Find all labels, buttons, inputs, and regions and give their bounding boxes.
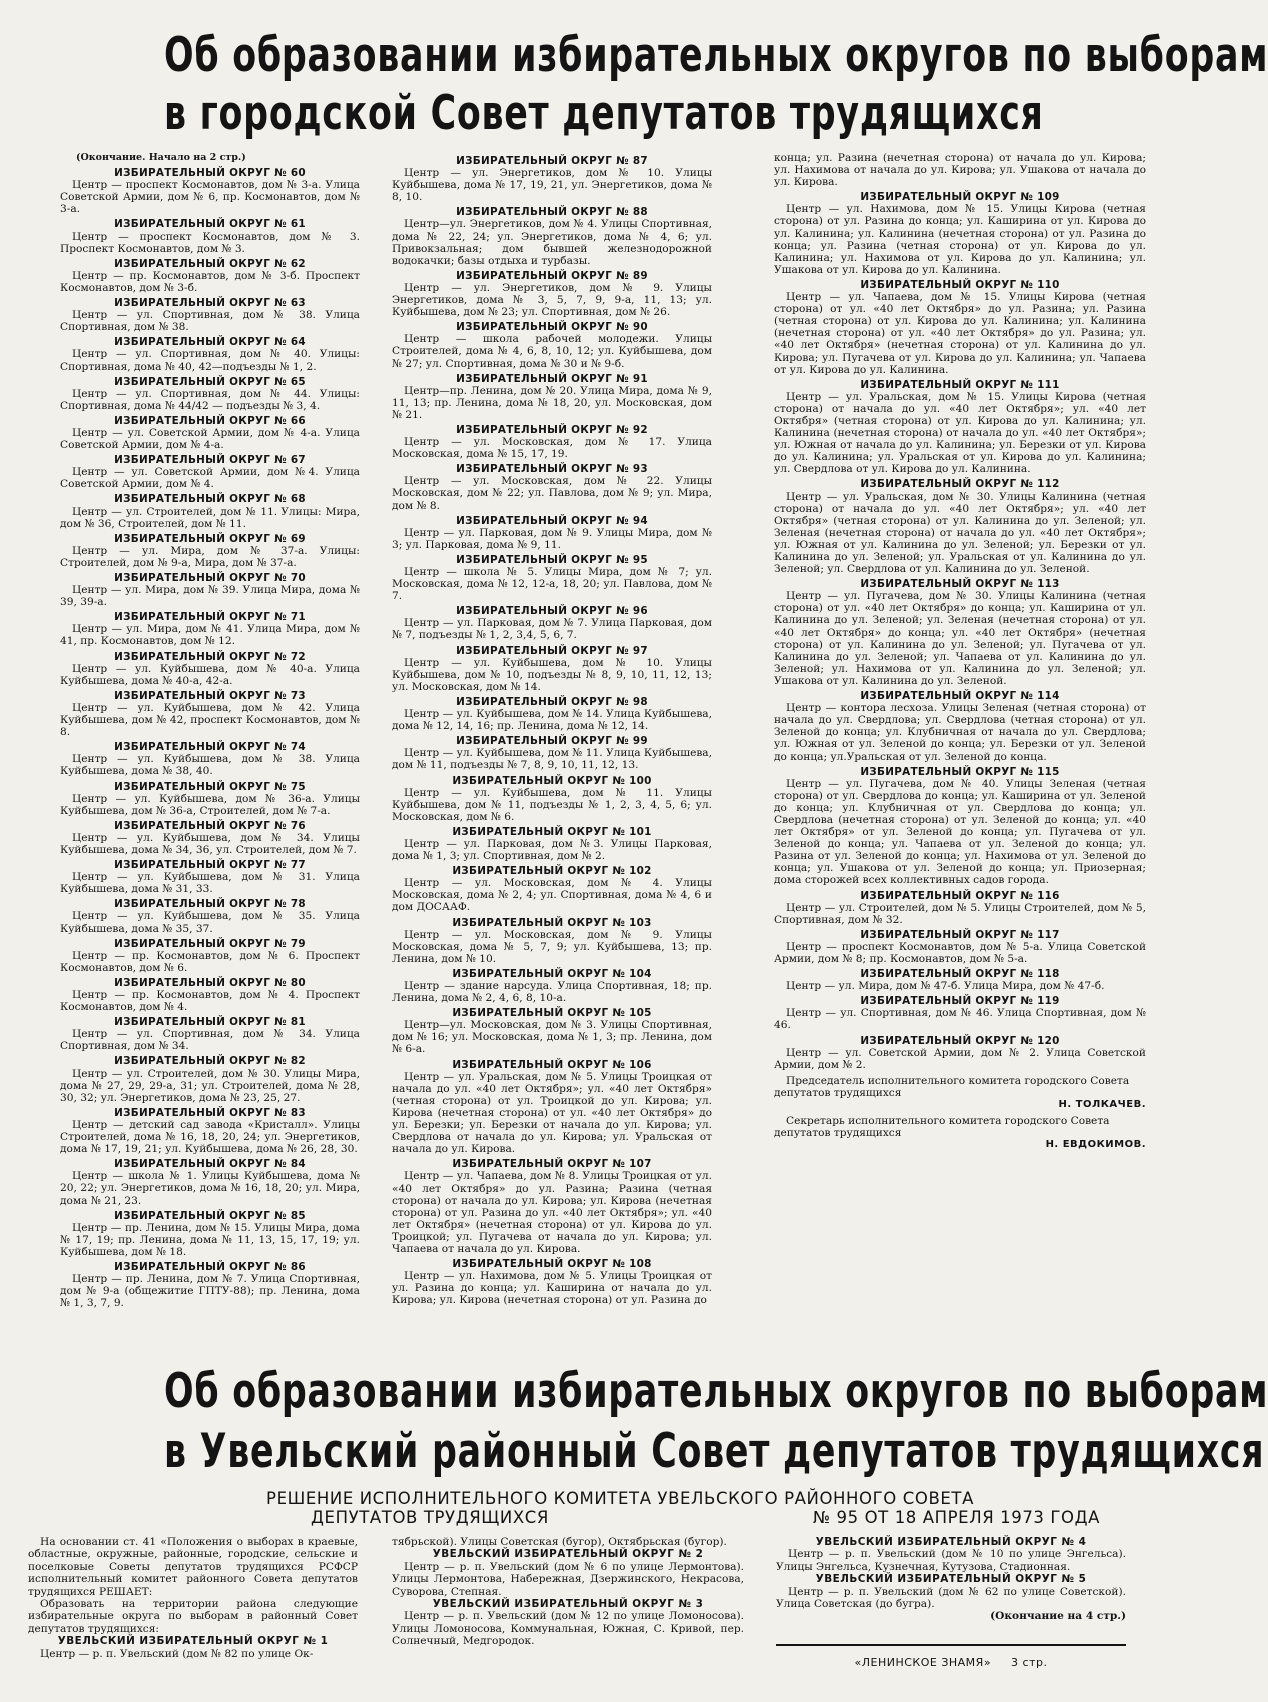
okrug-title: ИЗБИРАТЕЛЬНЫЙ ОКРУГ № 114 [860, 690, 1060, 703]
signature-title-secretary: Секретарь исполнительного комитета городского Совета депутатов трудящихся [774, 1115, 1110, 1140]
okrug-title: ИЗБИРАТЕЛЬНЫЙ ОКРУГ № 64 [114, 336, 306, 349]
okrug-text: Центр — ул. Спортивная, дом № 44. Улицы: Спортивная, дома № 44/42 — подъезды № 3, 4. [60, 387, 360, 412]
okrug-text: Центр — ул. Московская, дом № 4. Улицы Московская, дома № 2, 4; ул. Спортивная, дома № 4, 6 и дом ДОСААФ. [392, 877, 712, 914]
okrug-title: ИЗБИРАТЕЛЬНЫЙ ОКРУГ № 82 [114, 1055, 306, 1068]
okrug-text: Центр — проспект Космонавтов, дом № 3. Проспект Космонавтов, дом № 3. [60, 230, 360, 255]
okrug-text: Центр — ул. Парковая, дом № 9. Улицы Мира, дом № 3; ул. Парковая, дома № 9, 11. [392, 526, 712, 551]
okrug-title: ИЗБИРАТЕЛЬНЫЙ ОКРУГ № 100 [452, 774, 652, 787]
okrug-title: ИЗБИРАТЕЛЬНЫЙ ОКРУГ № 103 [452, 916, 652, 929]
okrug-text: Центр — ул. Куйбышева, дом № 31. Улица Куйбышева, дома № 31, 33. [60, 871, 360, 896]
continued-text: тябрьской). Улицы Советская (бугор), Октябрьская (бугор). [392, 1536, 727, 1548]
okrug-title: ИЗБИРАТЕЛЬНЫЙ ОКРУГ № 85 [114, 1209, 306, 1222]
okrug-title: ИЗБИРАТЕЛЬНЫЙ ОКРУГ № 96 [456, 605, 648, 618]
okrug-title: ИЗБИРАТЕЛЬНЫЙ ОКРУГ № 60 [114, 167, 306, 180]
okrug-title: ИЗБИРАТЕЛЬНЫЙ ОКРУГ № 63 [114, 297, 306, 310]
okrug-title: ИЗБИРАТЕЛЬНЫЙ ОКРУГ № 78 [114, 898, 306, 911]
okrug-text: Центр — детский сад завода «Кристалл». Улицы Строителей, дома № 16, 18, 20, 24; ул. Энергетиков, дома № 17, 19, 21; ул. Куйбышева, дома № 26, 28, 30. [60, 1118, 360, 1156]
okrug-text: Центр — ул. Московская, дом № 22. Улицы Московская, дом № 22; ул. Павлова, дом № 9; ул. Мира, дом № 8. [392, 475, 712, 512]
okrug-text: Центр — контора лесхоза. Улицы Зеленая (четная сторона) от начала до ул. Свердлова; ул. Свердлова (четная сторона) от ул. Зеленой до конца; ул. Клубничная от начала до ул. Свердлова; ул. Южная от ул. Зеленой до конца; ул. Березки от ул. Зеленой до конца; ул.Уральская от ул. Зеленой до конца. [774, 702, 1146, 763]
okrug-text: Центр — ул. Куйбышева, дом № 38. Улица Куйбышева, дома № 38, 40. [60, 753, 360, 778]
okrug-text: Центр—пр. Ленина, дом № 20. Улица Мира, дома № 9, 11, 13; пр. Ленина, дома № 18, 20, ул. Московская, дом № 21. [392, 384, 712, 421]
okrug-title: ИЗБИРАТЕЛЬНЫЙ ОКРУГ № 110 [860, 278, 1060, 291]
okrug-title: ИЗБИРАТЕЛЬНЫЙ ОКРУГ № 68 [114, 493, 306, 506]
preamble-2: Образовать на территории района следующие избирательные округа по выборам в районный Совет депутатов трудящихся: [28, 1598, 358, 1635]
bottom-column-1 [28, 1536, 358, 1702]
okrug-title: ИЗБИРАТЕЛЬНЫЙ ОКРУГ № 91 [456, 372, 648, 385]
newspaper-name: «ЛЕНИНСКОЕ ЗНАМЯ» [854, 1656, 992, 1669]
okrug-text: Центр — ул. Советской Армии, дом № 4-а. Улица Советской Армии, дом № 4-а. [60, 426, 360, 452]
okrug-text: Центр — школа № 1. Улицы Куйбышева, дома № 20, 22; ул. Энергетиков, дома № 16, 18, 20; ул. Мира, дома № 21, 23. [60, 1170, 360, 1207]
okrug-text: Центр — ул. Советской Армии, дом № 2. Улица Советской Армии, дом № 2. [774, 1046, 1146, 1071]
okrug-text: Центр — ул. Куйбышева, дом № 10. Улицы Куйбышева, дом № 10, подъезды № 8, 9, 10, 11, 12, 13; ул. Московская, дом № 14. [392, 656, 712, 693]
okrug-title: ИЗБИРАТЕЛЬНЫЙ ОКРУГ № 115 [860, 765, 1060, 778]
okrug-text: Центр — ул. Куйбышева, дом № 11. Улица Куйбышева, дом № 11, подъезды № 7, 8, 9, 10, 11, 12, 13. [392, 747, 712, 772]
okrug-list [60, 167, 360, 1309]
okrug-title: ИЗБИРАТЕЛЬНЫЙ ОКРУГ № 70 [114, 572, 306, 584]
okrug-title: ИЗБИРАТЕЛЬНЫЙ ОКРУГ № 83 [114, 1106, 306, 1119]
okrug-text: Центр — ул. Мира, дом № 39. Улица Мира, дома № 39, 39-а. [60, 584, 360, 609]
okrug-title: ИЗБИРАТЕЛЬНЫЙ ОКРУГ № 89 [456, 269, 648, 282]
okrug-text: Центр — ул. Уральская, дом № 15. Улицы Кирова (четная сторона) от начала до ул. «40 лет Октября»; ул. «40 лет Октября» (четная сторона) от ул. Кирова до ул. Калинина; ул. Калинина (нечетная сторона) от начала до ул. «40 лет Октября»; ул. Южная от начала до ул. Калинина; ул. Березки от ул. Кирова до ул. Калинина; ул. Уральская от ул. Кирова до ул. Калинина; ул. Свердлова от ул. Кирова до ул. Калинина. [774, 390, 1146, 476]
okrug-text: Центр — ул. Куйбышева, дом № 34. Улицы Куйбышева, дома № 34, 36, ул. Строителей, дом № 7. [60, 831, 360, 856]
okrug-text: Центр — ул. Чапаева, дом № 8. Улицы Троицкая от ул. «40 лет Октября» до ул. Разина; Разина (четная сторона) от начала до ул. Кирова; ул. Кирова (нечетная сторона) от ул. Разина до ул. «40 лет Октября»; ул. «40 лет Октября» (нечетная сторона) от ул. Кирова до ул. Троицкой; ул. Пугачева от начала до ул. Кирова; ул. Чапаева от начала до ул. Кирова. [392, 1170, 712, 1255]
headline2-line-1: Об образовании избирательных округов по выборам [164, 1364, 1268, 1419]
okrug-title: УВЕЛЬСКИЙ ИЗБИРАТЕЛЬНЫЙ ОКРУГ № 2 [432, 1548, 704, 1561]
okrug-text: Центр — ул. Спортивная, дом № 38. Улица Спортивная, дом № 38. [60, 309, 360, 334]
okrug-text: Центр — р. п. Увельский (дом № 6 по улице Лермонтова). Улицы Лермонтова, Набережная, Дзержинского, Некрасова, Суворова, Степная. [392, 1560, 744, 1598]
okrug-text: Центр—ул. Московская, дом № 3. Улицы Спортивная, дом № 16; ул. Московская, дома № 1, 3; пр. Ленина, дом № 6-а. [392, 1019, 712, 1056]
okrug-title: УВЕЛЬСКИЙ ИЗБИРАТЕЛЬНЫЙ ОКРУГ № 4 [815, 1536, 1087, 1548]
okrug-text: Центр — ул. Энергетиков, дом № 9. Улицы Энергетиков, дома № 3, 5, 7, 9, 9-а, 11, 13; ул. Куйбышева, дом № 23; ул. Спортивная, дом № 26. [392, 281, 712, 319]
okrug-title: ИЗБИРАТЕЛЬНЫЙ ОКРУГ № 101 [452, 825, 652, 838]
okrug-text: Центр — ул. Куйбышева, дом № 35. Улица Куйбышева, дома № 35, 37. [60, 910, 360, 935]
okrug-title: ИЗБИРАТЕЛЬНЫЙ ОКРУГ № 97 [456, 644, 648, 657]
okrug-text: Центр — ул. Энергетиков, дом № 10. Улицы Куйбышева, дома № 17, 19, 21, ул. Энергетиков, дома № 8, 10. [392, 167, 712, 204]
okrug-text: Центр — ул. Советской Армии, дом №4. Улица Советской Армии, дом № 4. [60, 466, 360, 491]
okrug-text: Центр — школа рабочей молодежи. Улицы Строителей, дома № 4, 6, 8, 10, 12; ул. Куйбышева, дом № 27; ул. Спортивная, дома № 30 и № 9-б. [392, 333, 712, 370]
okrug-title: ИЗБИРАТЕЛЬНЫЙ ОКРУГ № 113 [860, 578, 1060, 591]
okrug-text: Центр — ул. Чапаева, дом № 15. Улицы Кирова (четная сторона) от ул. «40 лет Октября» до ул. Разина; ул. Разина (четная сторона) от ул. Кирова до ул. Калинина; ул. Калинина (нечетная сторона) от ул. «40 лет Октября» до ул. Разина; ул. «40 лет Октября» (нечетная сторона) от ул. Калинина до ул. Кирова; ул. Пугачева от ул. Кирова до ул. Калинина; ул. Чапаева от ул. Кирова до ул. Калинина. [774, 291, 1146, 376]
page-number: 3 стр. [1011, 1656, 1048, 1669]
decision-subtitle: ДЕПУТАТОВ ТРУДЯЩИХСЯ [311, 1508, 549, 1527]
okrug-text: Центр — ул. Мира, дом № 41. Улица Мира, дом № 41, пр. Космонавтов, дом № 12. [60, 623, 360, 648]
okrug-title: ИЗБИРАТЕЛЬНЫЙ ОКРУГ № 106 [452, 1058, 652, 1071]
continued-note: (Окончание на 4 стр.) [990, 1610, 1126, 1623]
okrug-title: ИЗБИРАТЕЛЬНЫЙ ОКРУГ № 118 [860, 968, 1060, 981]
okrug-text: Центр — ул. Мира, дом № 47-б. Улица Мира, дом № 47-б. [786, 980, 1105, 993]
okrug-title: ИЗБИРАТЕЛЬНЫЙ ОКРУГ № 90 [456, 321, 648, 334]
headline2-line-2: в Увельский районный Совет депутатов трудящихся [164, 1424, 1265, 1479]
okrug-text: Центр — школа № 5. Улицы Мира, дом № 7; ул. Московская, дома № 12, 12-а, 18, 20; ул. Павлова, дом № 7. [392, 566, 712, 603]
okrug-text: Центр — ул. Куйбышева, дом № 40-а. Улица Куйбышева, дома № 40-а, 42-а. [60, 662, 360, 687]
okrug-text: Центр — ул. Куйбышева, дом № 14. Улица Куйбышева, дома № 12, 14, 16; пр. Ленина, дома № 12, 14. [392, 708, 712, 733]
okrug-title: ИЗБИРАТЕЛЬНЫЙ ОКРУГ № 69 [114, 532, 306, 545]
okrug-title: ИЗБИРАТЕЛЬНЫЙ ОКРУГ № 107 [452, 1158, 652, 1171]
okrug-title: ИЗБИРАТЕЛЬНЫЙ ОКРУГ № 95 [456, 553, 648, 566]
okrug-text: Центр — пр. Космонавтов, дом № 6. Проспект Космонавтов, дом № 6. [60, 949, 360, 974]
footer [776, 1656, 1126, 1669]
okrug-title: ИЗБИРАТЕЛЬНЫЙ ОКРУГ № 66 [114, 414, 306, 427]
okrug-text: Центр — пр. Космонавтов, дом № 4. Проспект Космонавтов, дом № 4. [60, 989, 360, 1014]
okrug-title: ИЗБИРАТЕЛЬНЫЙ ОКРУГ № 72 [114, 650, 306, 663]
okrug-title: ИЗБИРАТЕЛЬНЫЙ ОКРУГ № 117 [860, 928, 1060, 941]
okrug-text: Центр — ул. Московская, дом № 9. Улицы Московская, дома № 5, 7, 9; ул. Куйбышева, 13; пр. Ленина, дом № 10. [392, 928, 712, 965]
okrug-title: ИЗБИРАТЕЛЬНЫЙ ОКРУГ № 67 [114, 454, 306, 467]
okrug-title: ИЗБИРАТЕЛЬНЫЙ ОКРУГ № 81 [114, 1016, 306, 1029]
okrug-text: Центр — ул. Спортивная, дом № 34. Улица Спортивная, дом № 34. [60, 1028, 360, 1053]
okrug-text: Центр — ул. Спортивная, дом № 40. Улицы: Спортивная, дома № 40, 42—подъезды № 1, 2. [60, 348, 360, 373]
okrug-title: УВЕЛЬСКИЙ ИЗБИРАТЕЛЬНЫЙ ОКРУГ № 1 [57, 1635, 329, 1648]
bottom-column-2 [392, 1536, 744, 1702]
okrug-text: Центр — ул. Пугачева, дом № 30. Улицы Калинина (четная сторона) от ул. «40 лет Октября» до конца; ул. Каширина от ул. Калинина до ул. Зеленой; ул. Зеленая (нечетная сторона) от ул. «40 лет Октября» до конца; ул. «40 лет Октября» (нечетная сторона) от ул. Калинина до ул. Зеленой; ул. Пугачева от ул. Калинина до ул. Зеленой; ул. Чапаева от ул. Калинина до ул. Зеленой; ул. Нахимова от ул. Калинина до ул. Зеленой; ул. Ушакова от ул. Калинина до ул. Зеленой. [774, 590, 1146, 687]
okrug-title: ИЗБИРАТЕЛЬНЫЙ ОКРУГ № 105 [452, 1007, 652, 1020]
okrug-text: Центр — ул. Мира, дом № 37-а. Улицы: Строителей, дом № 9-а, Мира, дом № 37-а. [60, 544, 360, 569]
okrug-title: ИЗБИРАТЕЛЬНЫЙ ОКРУГ № 77 [114, 859, 306, 872]
headline-line-2: в городской Совет депутатов трудящихся [164, 86, 1044, 141]
okrug-text: Центр — р. п. Увельский (дом № 82 по улице Ок- [40, 1647, 314, 1660]
okrug-title: ИЗБИРАТЕЛЬНЫЙ ОКРУГ № 61 [114, 218, 306, 231]
okrug-text: Центр — р. п. Увельский (дом № 62 по улице Советской). Улица Советская (до бугра). [776, 1585, 1126, 1611]
okrug-text: Центр — ул. Нахимова, дом № 15. Улицы Кирова (четная сторона) от ул. Разина до конца; ул. Каширина от ул. Кирова до ул. Калинина; ул. Калинина (нечетная сторона) от ул. Разина до конца; ул. Разина (четная сторона) от ул. Кирова до ул. Калинина; ул. Нахимова от ул. Кирова до ул. Калинина; ул. Ушакова от ул. Кирова до ул. Калинина. [774, 203, 1146, 276]
okrug-title: ИЗБИРАТЕЛЬНЫЙ ОКРУГ № 86 [114, 1260, 306, 1273]
okrug-title: ИЗБИРАТЕЛЬНЫЙ ОКРУГ № 87 [456, 155, 648, 167]
okrug-text: Центр—ул. Энергетиков, дом № 4. Улицы Спортивная, дома № 22, 24; ул. Энергетиков, дома № 4, 6; ул. Привокзальная; дом бывшей железнодорожной водокачки; базы отдыха и турбазы. [392, 218, 712, 267]
okrug-title: ИЗБИРАТЕЛЬНЫЙ ОКРУГ № 99 [456, 735, 648, 748]
column-3 [774, 152, 1146, 1352]
okrug-title: ИЗБИРАТЕЛЬНЫЙ ОКРУГ № 94 [456, 514, 648, 527]
okrug-title: ИЗБИРАТЕЛЬНЫЙ ОКРУГ № 75 [114, 780, 306, 793]
okrug-text: Центр — ул. Уральская, дом № 5. Улицы Троицкая от начала до ул. «40 лет Октября»; ул. «40 лет Октября» (четная сторона) от ул. Троицкой до ул. Кирова; ул. Кирова (нечетная сторона) от ул. «40 лет Октября» до ул. Березки; ул. Березки от начала до ул. Кирова; ул. Свердлова от начала до ул. Кирова; ул. Уральская от начала до ул. Кирова. [392, 1070, 712, 1156]
continuation-note: (Окончание. Начало на 2 стр.) [76, 152, 246, 163]
okrug-title: ИЗБИРАТЕЛЬНЫЙ ОКРУГ № 109 [860, 191, 1060, 204]
okrug-title: УВЕЛЬСКИЙ ИЗБИРАТЕЛЬНЫЙ ОКРУГ № 5 [815, 1573, 1087, 1586]
okrug-title: ИЗБИРАТЕЛЬНЫЙ ОКРУГ № 92 [456, 423, 648, 436]
okrug-title: ИЗБИРАТЕЛЬНЫЙ ОКРУГ № 71 [114, 611, 306, 624]
okrug-title: ИЗБИРАТЕЛЬНЫЙ ОКРУГ № 112 [860, 478, 1060, 491]
okrug-text: Центр — ул. Парковая, дом № 7. Улица Парковая, дом № 7, подъезды № 1, 2, 3,4, 5, 6, 7. [392, 617, 712, 642]
preamble: На основании ст. 41 «Положения о выборах в краевые, областные, окружные, районные, городские, сельские и поселковые Советы депутатов трудящихся РСФСР исполнительный комитет районного Совета депутатов трудящихся РЕШАЕТ: [28, 1536, 358, 1598]
decision-line-1: РЕШЕНИЕ ИСПОЛНИТЕЛЬНОГО КОМИТЕТА УВЕЛЬСКОГО РАЙОННОГО СОВЕТА [266, 1489, 974, 1508]
okrug-text: Центр — ул. Строителей, дом № 30. Улицы Мира, дома № 27, 29, 29-а, 31; ул. Строителей, дома № 28, 30, 32; ул. Энергетиков, дома № 23, 25, 27. [60, 1067, 360, 1104]
okrug-text: Центр — р. п. Увельский (дом № 10 по улице Энгельса). Улицы Энгельса, Кузнечная, Кутузова, Стадионная. [776, 1548, 1126, 1573]
okrug-text: Центр — ул. Московская, дом № 17. Улица Московская, дома № 15, 17, 19. [392, 436, 712, 461]
okrug-text: Центр — ул. Спортивная, дом № 46. Улица Спортивная, дом № 46. [774, 1007, 1146, 1032]
okrug-title: ИЗБИРАТЕЛЬНЫЙ ОКРУГ № 119 [860, 995, 1060, 1008]
okrug-text: Центр — р. п. Увельский (дом № 12 по улице Ломоносова). Улицы Ломоносова, Коммунальная, Южная, С. Кривой, пер. Солнечный, Медгородок. [392, 1610, 744, 1648]
okrug-title: ИЗБИРАТЕЛЬНЫЙ ОКРУГ № 73 [114, 689, 306, 702]
headline-line-1: Об образовании избирательных округов по выборам [164, 28, 1268, 83]
okrug-text: Центр — проспект Космонавтов, дом № 3-а. Улица Советской Армии, дом № 6, пр. Космонавтов, дом № 3-а. [60, 179, 360, 216]
okrug-title: ИЗБИРАТЕЛЬНЫЙ ОКРУГ № 104 [452, 967, 652, 980]
okrug-text: Центр — ул. Нахимова, дом № 5. Улицы Троицкая от ул. Разина до конца; ул. Каширина от начала до ул. Кирова; ул. Кирова (нечетная сторона) от ул. Разина до [392, 1270, 712, 1307]
signature-name-chairman: Н. ТОЛКАЧЕВ. [1058, 1099, 1146, 1111]
okrug-title: ИЗБИРАТЕЛЬНЫЙ ОКРУГ № 65 [114, 375, 306, 388]
decision-number-date: № 95 ОТ 18 АПРЕЛЯ 1973 ГОДА [812, 1508, 1100, 1527]
okrug-list [392, 155, 712, 1306]
okrug-title: ИЗБИРАТЕЛЬНЫЙ ОКРУГ № 108 [452, 1258, 652, 1271]
okrug-title: ИЗБИРАТЕЛЬНЫЙ ОКРУГ № 98 [456, 695, 648, 708]
okrug-title: ИЗБИРАТЕЛЬНЫЙ ОКРУГ № 120 [860, 1034, 1060, 1047]
bottom-column-3 [776, 1536, 1126, 1696]
signature-title-chairman: Председатель исполнительного комитета городского Совета депутатов трудящихся [774, 1074, 1130, 1099]
column-1 [60, 152, 360, 1352]
okrug-text: Центр — пр. Ленина, дом № 7. Улица Спортивная, дом № 9-а (общежитие ГПТУ-88); пр. Ленина, дома № 1, 3, 7, 9. [60, 1273, 360, 1310]
okrug-text: Центр — ул. Куйбышева, дом № 42. Улица Куйбышева, дом № 42, проспект Космонавтов, дом № 8. [60, 701, 360, 739]
okrug-text: Центр — ул. Уральская, дом № 30. Улицы Калинина (четная сторона) от начала до ул. «40 лет Октября»; ул. «40 лет Октября» (четная сторона) от ул. Калинина до ул. Зеленой; ул. Зеленая (нечетная сторона) от начала до ул. «40 лет Октября»; ул. Южная от ул. Калинина до ул. Зеленой; ул. Березки от ул. Калинина до ул. Зеленой; ул. Уральская от ул. Калинина до ул. Зеленой; ул. Свердлова от ул. Калинина до ул. Зеленой. [774, 490, 1146, 576]
okrug-text: Центр — пр. Ленина, дом № 15. Улицы Мира, дома № 17, 19; пр. Ленина, дома № 11, 13, 15, 17, 19; ул. Куйбышева, дом № 18. [60, 1221, 360, 1258]
okrug-title: ИЗБИРАТЕЛЬНЫЙ ОКРУГ № 74 [114, 741, 306, 754]
okrug-title: ИЗБИРАТЕЛЬНЫЙ ОКРУГ № 76 [114, 819, 306, 832]
continued-text: конца; ул. Разина (нечетная сторона) от начала до ул. Кирова; ул. Нахимова от начала до ул. Кирова; ул. Ушакова от начала до ул. Кирова. [774, 152, 1146, 189]
okrug-text: Центр — здание нарсуда. Улица Спортивная, 18; пр. Ленина, дома № 2, 4, 6, 8, 10-а. [392, 980, 712, 1005]
footer-rule [776, 1644, 1126, 1646]
okrug-text: Центр — ул. Куйбышева, дом № 11. Улицы Куйбышева, дом № 11, подъезды № 1, 2, 3, 4, 5, 6; ул. Московская, дом № 6. [392, 786, 712, 823]
okrug-title: УВЕЛЬСКИЙ ИЗБИРАТЕЛЬНЫЙ ОКРУГ № 3 [432, 1598, 704, 1611]
okrug-title: ИЗБИРАТЕЛЬНЫЙ ОКРУГ № 111 [860, 378, 1060, 391]
signature-name-secretary: Н. ЕВДОКИМОВ. [1045, 1139, 1146, 1151]
okrug-text: Центр — пр. Космонавтов, дом № 3-б. Проспект Космонавтов, дом № 3-б. [60, 269, 360, 294]
okrug-text: Центр — проспект Космонавтов, дом № 5-а. Улица Советской Армии, дом № 8; пр. Космонавтов, дом № 5-а. [774, 940, 1146, 965]
decision-line-2 [230, 1508, 1130, 1527]
column-2 [392, 152, 712, 1352]
okrug-title: ИЗБИРАТЕЛЬНЫЙ ОКРУГ № 79 [114, 937, 306, 950]
okrug-list [774, 191, 1146, 1071]
okrug-title: ИЗБИРАТЕЛЬНЫЙ ОКРУГ № 84 [114, 1158, 306, 1171]
okrug-title: ИЗБИРАТЕЛЬНЫЙ ОКРУГ № 62 [114, 257, 306, 270]
okrug-text: Центр — ул. Строителей, дом № 11. Улицы: Мира, дом № 36, Строителей, дом № 11. [60, 505, 360, 530]
okrug-text: Центр — ул. Куйбышева, дом № 36-а. Улицы Куйбышева, дом № 36-а, Строителей, дом № 7-а. [60, 792, 360, 817]
okrug-title: ИЗБИРАТЕЛЬНЫЙ ОКРУГ № 102 [452, 865, 652, 878]
okrug-text: Центр — ул. Парковая, дом №3. Улицы Парковая, дома № 1, 3; ул. Спортивная, дом № 2. [392, 837, 712, 863]
okrug-title: ИЗБИРАТЕЛЬНЫЙ ОКРУГ № 88 [456, 206, 648, 219]
okrug-title: ИЗБИРАТЕЛЬНЫЙ ОКРУГ № 80 [114, 976, 306, 989]
okrug-text: Центр — ул. Пугачева, дом № 40. Улицы Зеленая (четная сторона) от ул. Свердлова до конца; ул. Каширина от ул. Зеленой до конца; ул. Клубничная от ул. Свердлова до конца; ул. Свердлова (нечетная сторона) от ул. Зеленой до конца; ул. «40 лет Октября» от ул. Зеленой до конца; ул. Пугачева от ул. Зеленой до конца; ул. Чапаева от ул. Зеленой до конца; ул. Разина от ул. Зеленой до конца; ул. Нахимова от ул. Зеленой до конца; ул. Ушакова от ул. Зеленой до конца; ул. Приозерная; дома сторожей всех коллективных садов города. [774, 777, 1146, 887]
okrug-title: ИЗБИРАТЕЛЬНЫЙ ОКРУГ № 116 [860, 889, 1060, 902]
okrug-text: Центр — ул. Строителей, дом № 5. Улицы Строителей, дом № 5, Спортивная, дом № 32. [774, 901, 1146, 926]
okrug-title: ИЗБИРАТЕЛЬНЫЙ ОКРУГ № 93 [456, 463, 648, 476]
